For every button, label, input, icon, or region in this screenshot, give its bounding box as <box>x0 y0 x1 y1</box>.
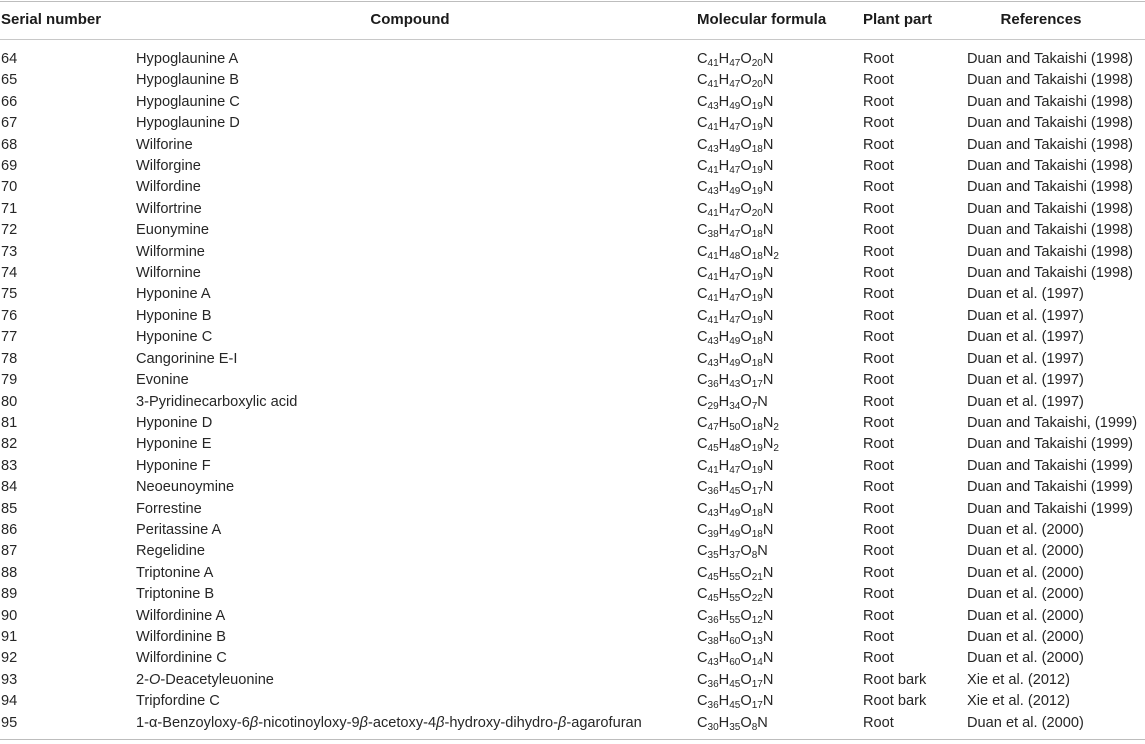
reference-cell: Duan and Takaishi (1998) <box>967 265 1134 282</box>
compound-cell: Wilfornine <box>136 265 201 282</box>
header-molecular-formula: Molecular formula <box>697 11 827 28</box>
serial-number-cell: 65 <box>1 72 18 89</box>
compound-cell: Hyponine A <box>136 286 211 303</box>
compound-cell: Euonymine <box>136 222 210 239</box>
reference-cell: Duan et al. (2000) <box>967 650 1084 667</box>
molecular-formula-cell: $C_{43}H_{49}O_{18}N$ <box>697 329 774 348</box>
compound-cell: Hyponine C <box>136 329 213 346</box>
compound-cell: Hyponine E <box>136 436 212 453</box>
plant-part-cell: Root <box>863 115 894 132</box>
compound-cell: Cangorinine E-I <box>136 350 238 367</box>
table-row <box>0 392 1145 413</box>
molecular-formula-cell: $C_{43}H_{49}O_{19}N$ <box>697 93 774 112</box>
molecular-formula-cell: $C_{30}H_{35}O_8N$ <box>697 714 768 733</box>
reference-cell: Duan and Takaishi (1998) <box>967 158 1134 175</box>
plant-part-cell: Root <box>863 158 894 175</box>
serial-number-cell: 79 <box>1 372 18 389</box>
reference-cell: Duan and Takaishi, (1999) <box>967 414 1138 431</box>
reference-cell: Duan et al. (2000) <box>967 714 1084 731</box>
molecular-formula-cell: $C_{43}H_{49}O_{18}N$ <box>697 350 774 369</box>
compound-cell: Hypoglaunine B <box>136 72 240 89</box>
table-row <box>0 135 1145 156</box>
table-bottom-rule <box>0 739 1145 740</box>
molecular-formula-cell: $C_{43}H_{49}O_{19}N$ <box>697 179 774 198</box>
molecular-formula-cell: $C_{36}H_{43}O_{17}N$ <box>697 372 774 391</box>
plant-part-cell: Root <box>863 243 894 260</box>
plant-part-cell: Root <box>863 714 894 731</box>
table-body <box>0 49 1145 734</box>
reference-cell: Xie et al. (2012) <box>967 693 1071 710</box>
table-row <box>0 670 1145 691</box>
plant-part-cell: Root <box>863 200 894 217</box>
compound-cell: Regelidine <box>136 543 205 560</box>
reference-cell: Duan et al. (1997) <box>967 329 1084 346</box>
plant-part-cell: Root <box>863 265 894 282</box>
serial-number-cell: 69 <box>1 158 18 175</box>
reference-cell: Duan and Takaishi (1998) <box>967 243 1134 260</box>
reference-cell: Xie et al. (2012) <box>967 671 1071 688</box>
table-row <box>0 477 1145 498</box>
serial-number-cell: 70 <box>1 179 18 196</box>
plant-part-cell: Root <box>863 628 894 645</box>
plant-part-cell: Root <box>863 329 894 346</box>
serial-number-cell: 87 <box>1 543 18 560</box>
reference-cell: Duan and Takaishi (1998) <box>967 93 1134 110</box>
molecular-formula-cell: $C_{29}H_{34}O_7N$ <box>697 393 768 412</box>
table-row <box>0 456 1145 477</box>
table-row <box>0 541 1145 562</box>
serial-number-cell: 64 <box>1 51 18 67</box>
compound-cell: Hyponine D <box>136 414 213 431</box>
molecular-formula-cell: $C_{38}H_{47}O_{18}N$ <box>697 222 774 241</box>
header-compound: Compound <box>370 11 450 28</box>
reference-cell: Duan and Takaishi (1998) <box>967 51 1134 67</box>
serial-number-cell: 67 <box>1 115 18 132</box>
serial-number-cell: 74 <box>1 265 18 282</box>
serial-number-cell: 88 <box>1 564 18 581</box>
plant-part-cell: Root <box>863 521 894 538</box>
plant-part-cell: Root bark <box>863 671 927 688</box>
header-serial-number: Serial number <box>1 11 102 28</box>
table-row <box>0 156 1145 177</box>
compound-cell: Evonine <box>136 372 189 389</box>
table-row <box>0 113 1145 134</box>
reference-cell: Duan and Takaishi (1998) <box>967 200 1134 217</box>
compound-cell: Tripfordine C <box>136 693 220 710</box>
serial-number-cell: 81 <box>1 414 18 431</box>
plant-part-cell: Root <box>863 72 894 89</box>
plant-part-cell: Root <box>863 586 894 603</box>
plant-part-cell: Root <box>863 564 894 581</box>
reference-cell: Duan and Takaishi (1998) <box>967 179 1134 196</box>
serial-number-cell: 85 <box>1 500 18 517</box>
molecular-formula-cell: $C_{45}H_{48}O_{19}N_2$ <box>697 436 779 455</box>
serial-number-cell: 93 <box>1 671 18 688</box>
reference-cell: Duan et al. (2000) <box>967 628 1084 645</box>
table-row <box>0 584 1145 605</box>
table-row <box>0 434 1145 455</box>
molecular-formula-cell: $C_{43}H_{49}O_{18}N$ <box>697 136 774 155</box>
plant-part-cell: Root <box>863 372 894 389</box>
plant-part-cell: Root <box>863 457 894 474</box>
table-row <box>0 49 1145 70</box>
table-row <box>0 92 1145 113</box>
plant-part-cell: Root <box>863 500 894 517</box>
molecular-formula-cell: $C_{36}H_{45}O_{17}N$ <box>697 671 774 690</box>
plant-part-cell: Root <box>863 222 894 239</box>
table-row <box>0 520 1145 541</box>
reference-cell: Duan and Takaishi (1998) <box>967 222 1134 239</box>
compound-cell: Hypoglaunine A <box>136 51 239 67</box>
reference-cell: Duan and Takaishi (1999) <box>967 500 1134 517</box>
reference-cell: Duan and Takaishi (1998) <box>967 136 1134 153</box>
table-row <box>0 713 1145 734</box>
serial-number-cell: 72 <box>1 222 18 239</box>
reference-cell: Duan et al. (1997) <box>967 393 1084 410</box>
molecular-formula-cell: $C_{41}H_{47}O_{20}N$ <box>697 51 774 69</box>
compound-cell: Wilforgine <box>136 158 201 175</box>
table-row <box>0 327 1145 348</box>
molecular-formula-cell: $C_{47}H_{50}O_{18}N_2$ <box>697 414 779 433</box>
reference-cell: Duan and Takaishi (1999) <box>967 436 1134 453</box>
plant-part-cell: Root <box>863 479 894 496</box>
reference-cell: Duan et al. (2000) <box>967 521 1084 538</box>
serial-number-cell: 90 <box>1 607 18 624</box>
plant-part-cell: Root <box>863 607 894 624</box>
plant-part-cell: Root <box>863 350 894 367</box>
serial-number-cell: 83 <box>1 457 18 474</box>
reference-cell: Duan et al. (1997) <box>967 307 1084 324</box>
reference-cell: Duan and Takaishi (1998) <box>967 115 1134 132</box>
compound-cell: Peritassine A <box>136 521 222 538</box>
serial-number-cell: 78 <box>1 350 18 367</box>
reference-cell: Duan and Takaishi (1999) <box>967 457 1134 474</box>
serial-number-cell: 75 <box>1 286 18 303</box>
molecular-formula-cell: $C_{38}H_{60}O_{13}N$ <box>697 628 774 647</box>
plant-part-cell: Root <box>863 51 894 67</box>
reference-cell: Duan et al. (2000) <box>967 564 1084 581</box>
serial-number-cell: 84 <box>1 479 18 496</box>
serial-number-cell: 68 <box>1 136 18 153</box>
compound-cell: 2-O-Deacetyleuonine <box>136 671 274 688</box>
serial-number-cell: 92 <box>1 650 18 667</box>
compound-cell: Wilforine <box>136 136 193 153</box>
molecular-formula-cell: $C_{35}H_{37}O_8N$ <box>697 543 768 562</box>
table-row <box>0 563 1145 584</box>
compound-cell: 3-Pyridinecarboxylic acid <box>136 393 298 410</box>
table-row <box>0 648 1145 669</box>
molecular-formula-cell: $C_{41}H_{47}O_{19}N$ <box>697 286 774 305</box>
header-plant-part: Plant part <box>863 11 933 28</box>
table-row <box>0 284 1145 305</box>
reference-cell: Duan et al. (2000) <box>967 607 1084 624</box>
serial-number-cell: 76 <box>1 307 18 324</box>
compound-cell: Wilfordine <box>136 179 201 196</box>
molecular-formula-cell: $C_{41}H_{47}O_{19}N$ <box>697 265 774 284</box>
compound-cell: Triptonine B <box>136 586 215 603</box>
table-row <box>0 263 1145 284</box>
molecular-formula-cell: $C_{41}H_{47}O_{19}N$ <box>697 457 774 476</box>
table-row <box>0 242 1145 263</box>
table-row <box>0 306 1145 327</box>
compound-cell: Hypoglaunine D <box>136 115 240 132</box>
reference-cell: Duan et al. (2000) <box>967 543 1084 560</box>
reference-cell: Duan and Takaishi (1999) <box>967 479 1134 496</box>
table-row <box>0 606 1145 627</box>
molecular-formula-cell: $C_{41}H_{47}O_{20}N$ <box>697 72 774 91</box>
plant-part-cell: Root <box>863 543 894 560</box>
compound-cell: Hypoglaunine C <box>136 93 240 110</box>
molecular-formula-cell: $C_{39}H_{49}O_{18}N$ <box>697 521 774 540</box>
table-row <box>0 499 1145 520</box>
compound-cell: Forrestine <box>136 500 202 517</box>
table-row <box>0 349 1145 370</box>
table-row <box>0 199 1145 220</box>
serial-number-cell: 66 <box>1 93 18 110</box>
table-row <box>0 691 1145 712</box>
serial-number-cell: 86 <box>1 521 18 538</box>
molecular-formula-cell: $C_{41}H_{47}O_{19}N$ <box>697 307 774 326</box>
compound-cell: Wilfordinine B <box>136 628 227 645</box>
molecular-formula-cell: $C_{41}H_{48}O_{18}N_2$ <box>697 243 779 262</box>
compound-cell: Triptonine A <box>136 564 214 581</box>
compound-cell: Neoeunoymine <box>136 479 235 496</box>
plant-part-cell: Root <box>863 286 894 303</box>
plant-part-cell: Root <box>863 650 894 667</box>
serial-number-cell: 94 <box>1 693 18 710</box>
plant-part-cell: Root <box>863 179 894 196</box>
molecular-formula-cell: $C_{36}H_{45}O_{17}N$ <box>697 693 774 712</box>
compound-cell: Hyponine B <box>136 307 212 324</box>
molecular-formula-cell: $C_{41}H_{47}O_{20}N$ <box>697 200 774 219</box>
header-references: References <box>1000 11 1082 28</box>
plant-part-cell: Root bark <box>863 693 927 710</box>
serial-number-cell: 95 <box>1 714 18 731</box>
reference-cell: Duan et al. (1997) <box>967 372 1084 389</box>
plant-part-cell: Root <box>863 414 894 431</box>
table-row <box>0 177 1145 198</box>
serial-number-cell: 71 <box>1 200 18 217</box>
compound-cell: 1-α-Benzoyloxy-6β-nicotinoyloxy-9β-acetoxy-4β-hydroxy-dihydro-β-agarofuran <box>136 714 642 731</box>
molecular-formula-cell: $C_{36}H_{45}O_{17}N$ <box>697 479 774 498</box>
compound-cell: Wilfordinine C <box>136 650 227 667</box>
molecular-formula-cell: $C_{45}H_{55}O_{22}N$ <box>697 586 774 605</box>
serial-number-cell: 89 <box>1 586 18 603</box>
compound-cell: Wilformine <box>136 243 205 260</box>
reference-cell: Duan and Takaishi (1998) <box>967 72 1134 89</box>
compound-cell: Hyponine F <box>136 457 211 474</box>
molecular-formula-cell: $C_{45}H_{55}O_{21}N$ <box>697 564 774 583</box>
table-row <box>0 370 1145 391</box>
plant-part-cell: Root <box>863 393 894 410</box>
compound-cell: Wilfordinine A <box>136 607 226 624</box>
plant-part-cell: Root <box>863 93 894 110</box>
table-row <box>0 220 1145 241</box>
table-header-rule <box>0 39 1145 40</box>
serial-number-cell: 77 <box>1 329 18 346</box>
plant-part-cell: Root <box>863 436 894 453</box>
molecular-formula-cell: $C_{41}H_{47}O_{19}N$ <box>697 158 774 177</box>
plant-part-cell: Root <box>863 307 894 324</box>
molecular-formula-cell: $C_{36}H_{55}O_{12}N$ <box>697 607 774 626</box>
molecular-formula-cell: $C_{41}H_{47}O_{19}N$ <box>697 115 774 134</box>
table-row <box>0 70 1145 91</box>
reference-cell: Duan et al. (2000) <box>967 586 1084 603</box>
serial-number-cell: 82 <box>1 436 18 453</box>
serial-number-cell: 91 <box>1 628 18 645</box>
reference-cell: Duan et al. (1997) <box>967 350 1084 367</box>
serial-number-cell: 80 <box>1 393 18 410</box>
reference-cell: Duan et al. (1997) <box>967 286 1084 303</box>
plant-part-cell: Root <box>863 136 894 153</box>
table-row <box>0 413 1145 434</box>
compound-cell: Wilfortrine <box>136 200 202 217</box>
molecular-formula-cell: $C_{43}H_{60}O_{14}N$ <box>697 650 774 669</box>
table-row <box>0 627 1145 648</box>
molecular-formula-cell: $C_{43}H_{49}O_{18}N$ <box>697 500 774 519</box>
serial-number-cell: 73 <box>1 243 18 260</box>
table-header <box>0 2 1145 39</box>
